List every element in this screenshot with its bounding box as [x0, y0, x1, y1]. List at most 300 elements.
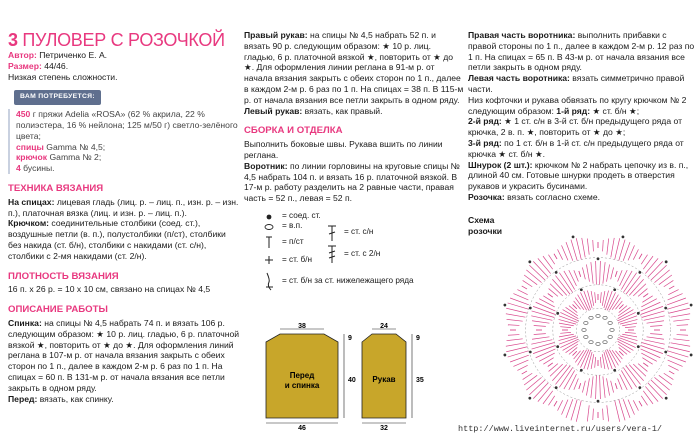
rose-stitch [587, 239, 589, 255]
source-credit: http://www.liveinternet.ru/users/vera-1/ [458, 424, 663, 434]
rose-stitch [641, 346, 663, 354]
rose-stitch [615, 271, 617, 277]
rose-slip-stitch [664, 351, 667, 354]
rose-slip-stitch [690, 354, 693, 357]
rose-stitch [659, 375, 672, 385]
rose-slip-stitch [664, 307, 667, 310]
rose-stitch [645, 386, 658, 401]
rose-slip-stitch [665, 397, 668, 400]
collar-label: Воротник: [244, 160, 288, 171]
page-title [8, 30, 240, 50]
rose-stitch [554, 254, 557, 259]
rose-stitch [558, 249, 563, 259]
rose-stitch [644, 316, 665, 320]
size-value: 44/46. [41, 60, 69, 71]
collar-instructions [244, 161, 464, 204]
rose-slip-stitch [638, 271, 641, 274]
crochet-technique [8, 218, 240, 261]
rose-stitch [643, 391, 653, 404]
rose-stitch [668, 294, 683, 300]
rose-stitch [529, 265, 545, 280]
half-dc-symbol [264, 235, 274, 249]
rose-stitch [543, 256, 553, 269]
rose-stitch [677, 335, 688, 336]
rose-stitch [550, 364, 563, 376]
front-raglan-height: 9 [348, 335, 352, 342]
rose-stitch [607, 264, 610, 281]
rose-chain-stitch [589, 341, 593, 344]
rose-slip-stitch [528, 397, 531, 400]
rose-stitch [647, 337, 664, 339]
row1-label: 1-й ряд: [556, 105, 591, 116]
rose-stitch [533, 261, 548, 277]
rose-stitch [607, 239, 609, 255]
front-width-bottom: 46 [298, 425, 306, 432]
rose-stitch [523, 280, 533, 286]
row3-instructions [468, 138, 696, 160]
rose-chain-stitch [589, 316, 593, 319]
rose-stitch [650, 334, 662, 335]
single-crochet-symbol [264, 255, 274, 265]
work-heading: ОПИСАНИЕ РАБОТЫ [8, 304, 108, 316]
rose-text: вязать согласно схеме. [504, 191, 601, 202]
rose-stitch [586, 264, 589, 281]
row3-text: по 1 ст. б/н в 1-й ст. с/н предыдущего ряда от крючка ★ ст. б/н ★. [468, 137, 684, 159]
pattern-schematic [250, 323, 460, 432]
rose-stitch [619, 305, 623, 309]
rose-slip-stitch [529, 351, 532, 354]
rose-stitch [506, 314, 526, 317]
rose-stitch [539, 299, 555, 307]
back-instructions [8, 318, 240, 394]
rose-stitch [619, 351, 623, 355]
rose-stitch [513, 360, 528, 366]
rose-stitch [600, 261, 601, 285]
rose-stitch [619, 347, 627, 354]
edging-text: Низ кофточки и рукава обвязать по кругу крючком № 2 следующим образом: [468, 94, 687, 116]
legend-treble-crochet: = ст. с 2/н [344, 248, 381, 258]
needles-line [16, 142, 240, 153]
rose-stitch [671, 314, 691, 317]
rose-stitch [668, 365, 678, 370]
rose-stitch [569, 270, 577, 286]
rose-chain-stitch [603, 341, 607, 344]
rose-stitch [569, 347, 577, 354]
rose-stitch [554, 401, 557, 406]
rose-stitch [620, 270, 628, 286]
rose-stitch [506, 308, 527, 313]
rose-stitch [539, 353, 555, 361]
assembly-heading: СБОРКА И ОТДЕЛКА [244, 125, 343, 137]
legend-sc-below: = ст. б/н за ст. нижележащего ряда [282, 275, 414, 285]
yarn-amount: 450 [16, 109, 31, 120]
legend-single-crochet: = ст. б/н [282, 254, 313, 264]
rose-stitch [654, 270, 669, 283]
rose-stitch [550, 284, 563, 296]
rose-stitch [593, 240, 594, 251]
rose-stitch [625, 327, 636, 328]
rose-stitch [647, 321, 664, 323]
rose-stitch [579, 383, 581, 389]
rose-stitch [641, 396, 647, 406]
rose-stitch [615, 401, 620, 422]
rose-stitch [603, 240, 604, 251]
rose-stitch [531, 316, 552, 320]
rose-stitch [603, 262, 605, 283]
rose-base-ring [526, 258, 671, 403]
rose-stitch [526, 270, 541, 283]
rose-stitch [596, 261, 597, 285]
rose-stitch [562, 245, 568, 260]
row2-instructions [468, 116, 696, 138]
rose-stitch [669, 286, 674, 289]
rose-stitch [648, 383, 663, 399]
rose-stitch [522, 371, 527, 374]
row2-label: 2-й ряд: [468, 116, 502, 127]
sleeve-width-top: 24 [380, 323, 388, 330]
rose-stitch [615, 238, 620, 259]
rose-stitch [562, 400, 568, 415]
rose-stitch [622, 334, 637, 337]
author-line [8, 50, 240, 61]
hook-line [16, 152, 240, 163]
rose-stitch [651, 265, 667, 280]
rose-stitch [534, 326, 546, 327]
rose-stitch [639, 254, 642, 259]
treble-crochet-symbol [326, 244, 338, 264]
cord-instructions [468, 160, 696, 192]
rose-stitch [543, 391, 553, 404]
rose-stitch [603, 409, 604, 420]
rose-stitch [602, 354, 605, 369]
rose-slip-stitch [613, 288, 616, 291]
rose-chart [500, 236, 696, 424]
rose-slip-stitch [556, 345, 559, 348]
sleeve-piece-label: Рукав [372, 375, 396, 384]
rose-stitch [600, 292, 601, 303]
rose-stitch [611, 267, 614, 279]
rose-stitch [671, 343, 691, 346]
rose-stitch [508, 325, 519, 326]
rose-chain-stitch [603, 316, 607, 319]
right-collar-text: выполнить прибавки с правой стороны по 1 п., далее в каждом 2-м р. 12 раз по 1 п. На спицах = 65 п. В 43-м р. от начала вязания все петли закрыть в одном ряду. [468, 30, 695, 73]
rose-stitch [620, 374, 628, 390]
front-width-top: 38 [298, 323, 306, 330]
rose-stitch [513, 294, 528, 300]
rose-stitch [664, 373, 674, 379]
legend-slip-stitch: = соед. ст. [282, 210, 321, 220]
rose-slip-stitch [528, 260, 531, 263]
left-sleeve-label: Левый рукав: [244, 105, 303, 116]
rose-stitch [591, 376, 593, 397]
rose-stitch [651, 380, 667, 395]
rose-stitch [532, 321, 549, 323]
hook-label: крючок [16, 152, 48, 163]
beads-line [16, 163, 240, 174]
rose-stitch [591, 262, 593, 283]
rose-slip-stitch [622, 235, 625, 238]
right-collar-instructions [468, 30, 696, 73]
rose-stitch [611, 238, 614, 258]
front-length: 40 [348, 377, 356, 384]
legend-double-crochet: = ст. с/н [344, 226, 374, 236]
title-number: 3 [8, 30, 18, 50]
rose-slip-stitch [555, 386, 558, 389]
rose-stitch [538, 258, 551, 273]
front-text: вязать, как спинку. [37, 393, 114, 404]
hook-value: Gamma № 2; [47, 152, 102, 163]
rose-stitch [643, 256, 653, 269]
rose-stitch [576, 238, 581, 259]
title-text: ПУЛОВЕР С РОЗОЧКОЙ [17, 30, 225, 50]
rose-stitch [548, 294, 553, 298]
crochet-text: соединительные столбики (соед. ст.), воздушные петли (в. п.), полустолбики (п/ст), столбики без накида (ст. б/н), столбики с накидами (ст. с/н), столбики с 2-мя накидами (ст. 2/н). [8, 218, 226, 261]
rose-stitch [538, 386, 551, 401]
rose-slip-stitch [555, 271, 558, 274]
rose-chain-stitch [584, 336, 588, 339]
rose-stitch [507, 339, 523, 341]
rose-stitch [641, 349, 661, 358]
rose-stitch [582, 238, 585, 258]
rose-stitch [669, 347, 690, 352]
rose-stitch [587, 405, 589, 421]
rose-slip-stitch [613, 369, 616, 372]
left-sleeve-instructions [244, 106, 464, 117]
rose-stitch [560, 327, 571, 328]
front-piece-label-1: Перед [289, 371, 315, 380]
rose-stitch [669, 371, 674, 374]
rose-stitch [507, 319, 523, 321]
rose-stitch [582, 381, 585, 393]
rose-chain-stitch [596, 343, 600, 346]
rose-stitch [533, 346, 555, 354]
sleeve-length: 35 [416, 377, 424, 384]
knit-technique [8, 197, 240, 219]
rose-stitch [569, 306, 577, 313]
sc-below-symbol [264, 270, 276, 292]
rose-stitch [618, 378, 623, 389]
rose-stitch [582, 267, 585, 279]
density-heading: ПЛОТНОСТЬ ВЯЗАНИЯ [8, 270, 119, 282]
size-line [8, 61, 240, 72]
rose-stitch [641, 306, 663, 314]
rose-stitch [524, 275, 537, 285]
rose-stitch [534, 334, 546, 335]
collar-text: по линии горловины на круговые спицы № 4,5 набрать 104 п. и вязать 16 р. платочной вязкой. В 17-м р. работу разделить на 2 равные части, правая часть = 52 п., левая = 52 п. [244, 160, 460, 204]
rose-stitch [677, 325, 688, 326]
rose-stitch [602, 291, 605, 306]
rose-slip-stitch [597, 257, 600, 260]
rose-stitch [548, 255, 554, 265]
rose-stitch [576, 401, 581, 422]
rose-stitch [641, 299, 657, 307]
rose-chain-stitch [596, 315, 600, 318]
rose-stitch [611, 381, 614, 393]
column-middle [244, 30, 464, 302]
row2-text: ★ 1 ст. с/н в 3-й ст. б/н предыдущего ряда от крючка, 2 в. п. ★, повторить от ★ до ★; [468, 116, 683, 138]
sleeve-raglan-height: 9 [416, 335, 420, 342]
knit-label: На спицах: [8, 196, 55, 207]
rose-stitch [639, 401, 642, 406]
rose-stitch [523, 373, 533, 379]
rose-stitch [673, 339, 689, 341]
rose-slip-stitch [580, 369, 583, 372]
rose-slip-stitch [665, 260, 668, 263]
right-collar-label: Правая часть воротника: [468, 30, 576, 40]
scheme-title-line2: розочки [468, 225, 503, 236]
rose-stitch [574, 378, 579, 389]
scheme-title-line1: Схема [468, 214, 495, 225]
rose-stitch [643, 363, 648, 367]
assembly-text: Выполнить боковые швы. Рукава вшить по линии реглана. [244, 139, 443, 160]
rose-slip-stitch [580, 288, 583, 291]
rose-stitch [668, 360, 683, 366]
rose-stitch [533, 306, 555, 314]
cord-label: Шнурок (2 шт.): [468, 159, 533, 170]
knit-text: лицевая гладь (лиц. р. – лиц. п., изн. р. – изн. п.), платочная вязка (лиц. и изн. р. – лиц. п.). [8, 196, 239, 218]
rose-stitch [579, 271, 581, 277]
rose-slip-stitch [503, 354, 506, 357]
rose-stitch [645, 258, 658, 273]
rose-stitch [569, 374, 577, 390]
double-crochet-symbol [326, 224, 338, 242]
rose-stitch [600, 375, 601, 399]
rose-stitch [596, 375, 597, 399]
rose-stitch [526, 377, 541, 390]
rose-stitch [517, 365, 527, 370]
sleeve-label: Правый рукав: [244, 30, 308, 40]
rose-stitch [548, 363, 553, 367]
left-collar-instructions [468, 73, 696, 95]
rose-stitch [633, 284, 646, 296]
rose-stitch [659, 275, 672, 285]
rose-stitch [643, 294, 648, 298]
rose-stitch [506, 347, 527, 352]
materials-badge: ВАМ ПОТРЕБУЕТСЯ: [14, 90, 101, 105]
rose-stitch [573, 351, 577, 355]
rose-stitch [529, 380, 545, 395]
column-left [8, 0, 240, 404]
sleeve-width-bottom: 32 [380, 425, 388, 432]
rose-slip-stitch [690, 304, 693, 307]
rose-slip-stitch [529, 307, 532, 310]
rose-stitch [595, 357, 596, 368]
rose-stitch [573, 305, 577, 309]
rose-stitch [593, 409, 594, 420]
left-collar-text: вязать симметрично правой части. [468, 73, 685, 94]
column-right [468, 30, 696, 236]
legend-half-dc: = п/ст [282, 236, 304, 246]
rose-slip-stitch [638, 386, 641, 389]
needles-value: Gamma № 4,5; [43, 141, 106, 152]
edging-instructions [468, 95, 696, 117]
rose-slip-stitch [503, 304, 506, 307]
row3-label: 3-й ряд: [468, 137, 502, 148]
front-instructions [8, 394, 240, 405]
rose-stitch [524, 375, 537, 385]
yarn-text: г пряжи Adelia «ROSA» (62 % акрила, 22 % полиэстера, 16 % нейлона; 125 м/50 г) светло-зелёного цвета; [16, 109, 238, 141]
symbol-legend [244, 210, 464, 302]
front-label: Перед: [8, 393, 38, 404]
left-collar-label: Левая часть воротника: [468, 73, 570, 84]
rose-stitch [591, 354, 594, 369]
rose-stitch [533, 383, 548, 399]
rose-slip-stitch [572, 235, 575, 238]
rose-stitch [548, 396, 554, 406]
rose-stitch [615, 351, 622, 359]
rose-stitch [625, 332, 636, 333]
difficulty: Низкая степень сложности. [8, 71, 118, 82]
rose-stitch [673, 319, 689, 321]
rose-stitch [654, 377, 669, 390]
sleeve-instructions [244, 30, 464, 106]
rose-instructions [468, 192, 696, 203]
rose-stitch [560, 332, 571, 333]
rose-stitch [607, 405, 609, 421]
rose-stitch [600, 357, 601, 368]
legend-chain: = в.п. [282, 220, 303, 230]
rose-slip-stitch [637, 345, 640, 348]
rose-chain-stitch [610, 329, 614, 332]
rose-stitch [607, 378, 610, 395]
rose-label: Розочка: [468, 191, 505, 202]
rose-stitch [517, 290, 527, 295]
author-value: Петриченко Е. А. [36, 50, 108, 60]
back-label: Спинка: [8, 317, 42, 328]
rose-stitch [536, 302, 556, 311]
rose-stitch [506, 343, 526, 346]
rose-stitch [508, 335, 519, 336]
rose-stitch [559, 323, 574, 326]
beads-text: бусины. [20, 163, 55, 174]
density-text: 16 п. х 26 р. = 10 х 10 см, связано на спицах № 4,5 [8, 284, 211, 295]
rose-stitch [574, 301, 581, 309]
rose-stitch [618, 270, 623, 281]
rose-stitch [536, 349, 556, 358]
rose-stitch [622, 323, 637, 326]
materials-list [8, 109, 240, 174]
rose-stitch [641, 302, 661, 311]
chain-symbol [263, 222, 275, 232]
slip-stitch-symbol [264, 212, 274, 222]
rose-stitch [650, 326, 662, 327]
front-piece-label-2: и спинка [284, 381, 320, 390]
needles-label: спицы [16, 141, 44, 152]
rose-stitch [633, 249, 638, 259]
rose-slip-stitch [597, 400, 600, 403]
sleeve-text: на спицы № 4,5 набрать 52 п. и вязать 90 р. следующим образом: ★ 10 р. лиц. гладью, 6 р. платочной вязкой ★, повторить от ★ до ★. Для оформления линии реглана в 91-м р. от начала вязания закрыть с обеих сторон по 1 п., далее в каждом 2-м р. 6 раз по 1 п. На спицах = 38 п. В 115-м р. от начала вязания все петли закрыть в одном ряду. [244, 30, 464, 105]
rose-stitch [668, 290, 678, 295]
scheme-title [468, 215, 696, 237]
rose-stitch [628, 245, 634, 260]
beads-count: 4 [16, 163, 21, 174]
yarn-line [16, 109, 240, 141]
back-text: на спицы № 4,5 набрать 74 п. и вязать 106 р. следующим образом: ★ 10 р. лиц. гладью, 6 р. платочной вязкой ★, повторить от ★ до ★. Для оформления линий реглана в 107-м р. от начала вязания закрыть с обеих сторон по 1 п., далее в каждом 2-м р. 6 раз по 1 п. На спицах = 60 п. В 131-м р. от начала вязания все петли закрыть в одном ряду. [8, 317, 240, 393]
rose-stitch [591, 291, 594, 306]
rose-stitch [603, 376, 605, 397]
rose-stitch [669, 308, 690, 313]
crochet-label: Крючком: [8, 218, 50, 229]
rose-stitch [615, 301, 622, 309]
cord-text: крючком № 2 набрать цепочку из в. п., длиной 40 см. Готовые шнурки продеть в отверстия рукавов и украсить бусинами. [468, 159, 689, 192]
rose-slip-stitch [637, 312, 640, 315]
rose-stitch [619, 306, 627, 313]
rose-stitch [574, 270, 579, 281]
author-label: Автор: [8, 50, 37, 60]
rose-stitch [522, 286, 527, 289]
rose-chain-stitch [582, 329, 586, 332]
size-label: Размер: [8, 60, 42, 71]
